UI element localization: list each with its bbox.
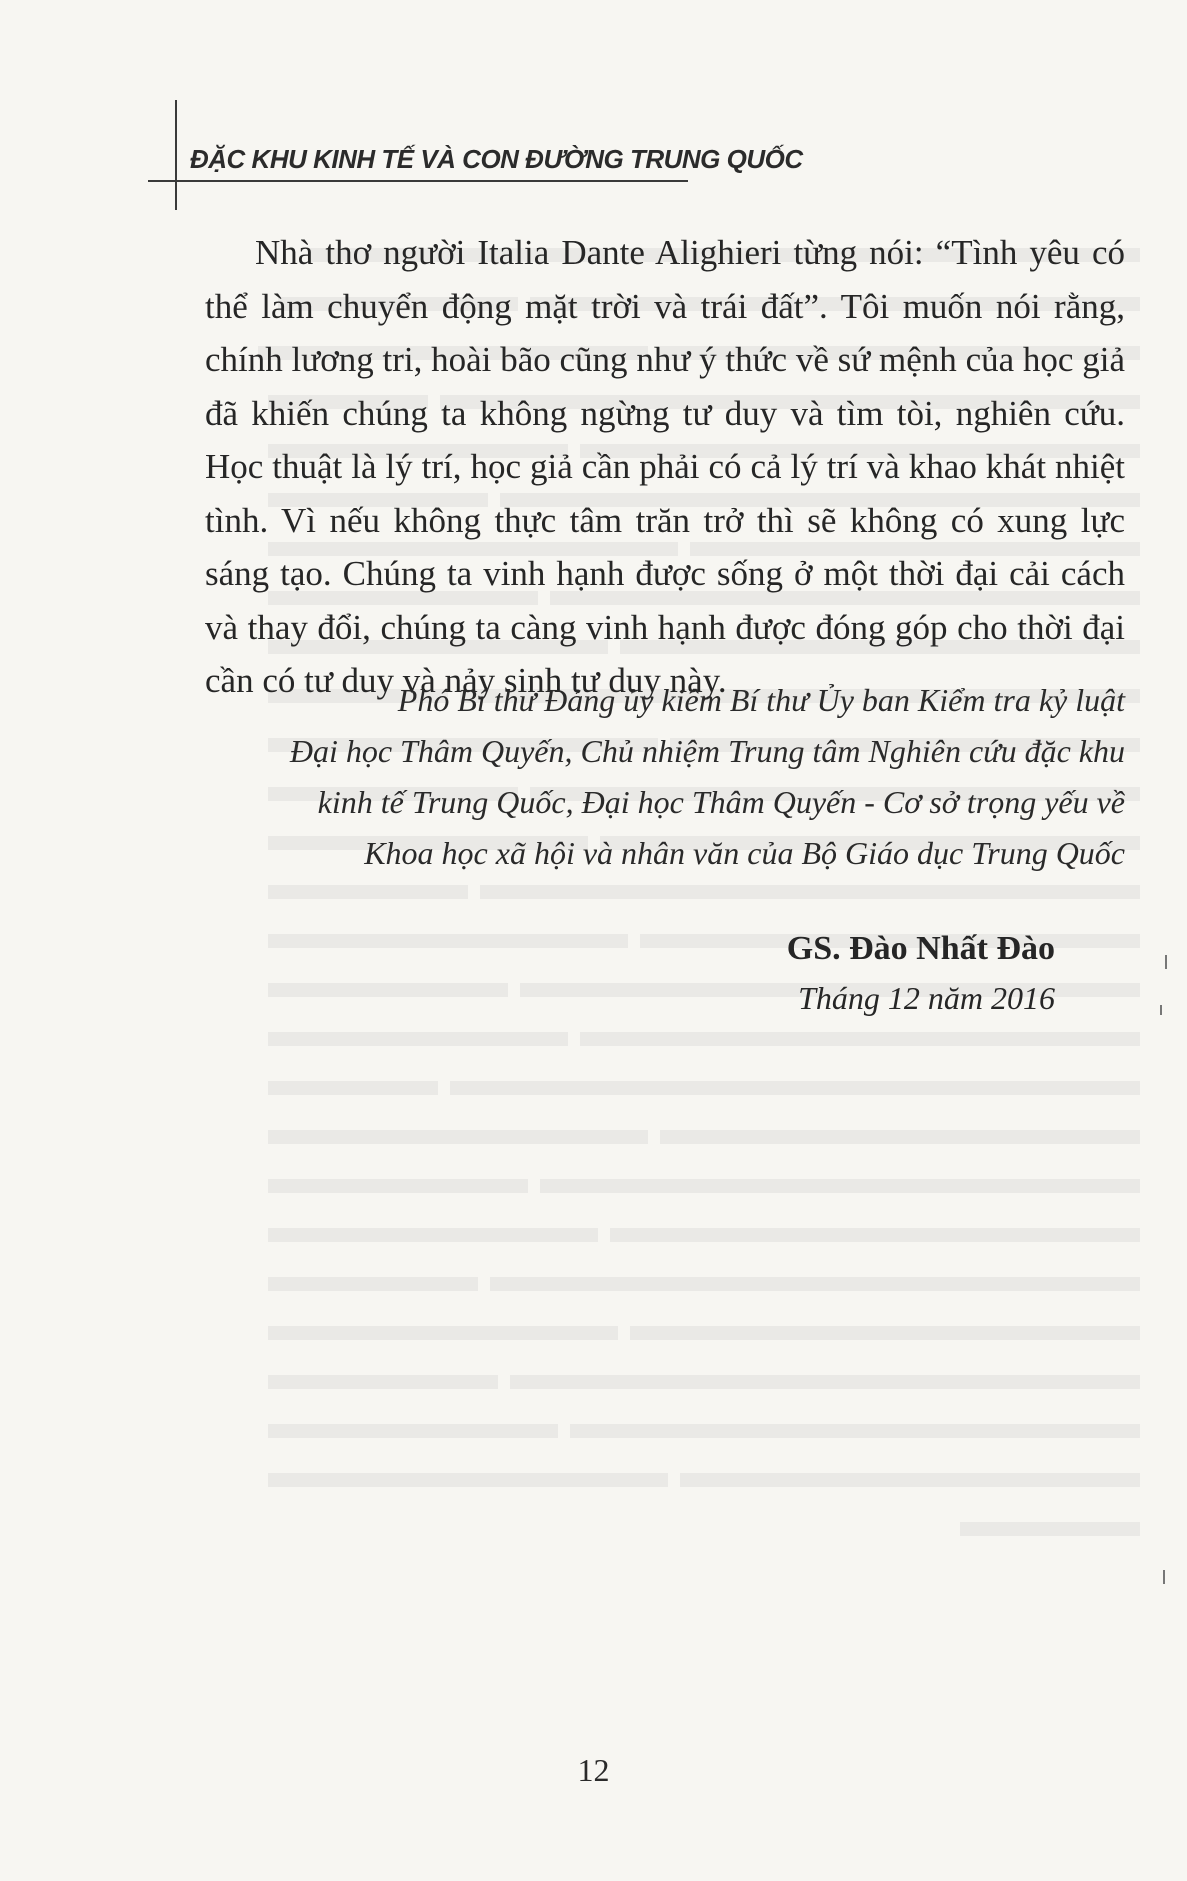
margin-mark <box>1163 1570 1165 1584</box>
author-name: GS. Đào Nhất Đào <box>786 930 1055 967</box>
running-title: ĐẶC KHU KINH TẾ VÀ CON ĐƯỜNG TRUNG QUỐC <box>190 144 803 174</box>
affiliation-line: kinh tế Trung Quốc, Đại học Thâm Quyến - Cơ sở trọng yếu về <box>317 784 1125 820</box>
body-paragraph: Nhà thơ người Italia Dante Alighieri từng nói: “Tình yêu có thể làm chuyển động mặt trời và trái đất”. Tôi muốn nói rằng, chính lương tri, hoài bão cũng như ý thức về sứ mệnh của học giả đã khiến chúng ta không ngừng tư duy và tìm tòi, nghiên cứu. Học thuật là lý trí, học giả cần phải có cả lý trí và khao khát nhiệt tình. Vì nếu không thực tâm trăn trở thì sẽ không có xung lực sáng tạo. Chúng ta vinh hạnh được sống ở một thời đại cải cách và thay đổi, chúng ta càng vinh hạnh được đóng góp cho thời đại cần có tư duy và nảy sinh tư duy này. <box>205 233 1125 700</box>
signature-date: Tháng 12 năm 2016 <box>798 980 1055 1016</box>
body-paragraph-block <box>205 226 1125 708</box>
affiliation-line: Phó Bí thư Đảng ủy kiêm Bí thư Ủy ban Kiểm tra kỷ luật <box>397 682 1125 718</box>
page-number: 12 <box>577 1752 610 1788</box>
header-crop-rule-vertical <box>175 100 177 210</box>
affiliation-line: Khoa học xã hội và nhân văn của Bộ Giáo dục Trung Quốc <box>364 835 1125 871</box>
affiliation-line: Đại học Thâm Quyến, Chủ nhiệm Trung tâm Nghiên cứu đặc khu <box>289 733 1125 769</box>
header-crop-rule-horizontal <box>148 180 688 182</box>
margin-mark <box>1160 1005 1162 1015</box>
margin-mark <box>1165 955 1167 969</box>
author-affiliation <box>205 675 1125 879</box>
